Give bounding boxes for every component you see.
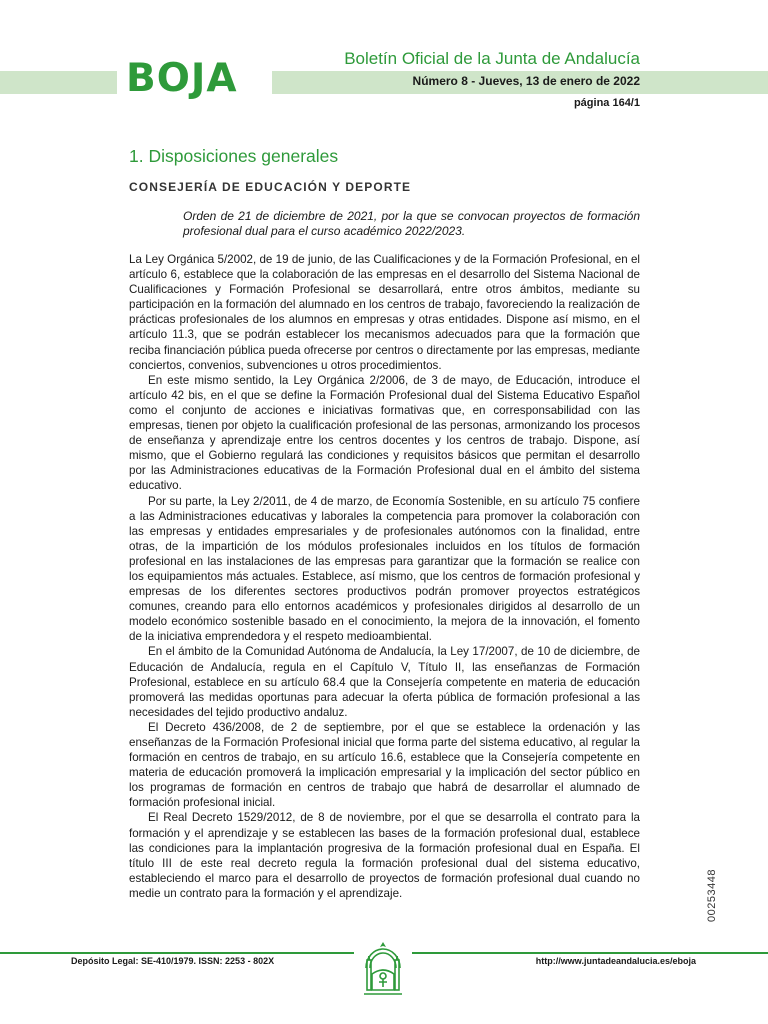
order-title: Orden de 21 de diciembre de 2021, por la que se convocan proyectos de formación profesional dual para el curso académico 2022/2023. — [183, 209, 640, 238]
issue-number-date: Número 8 - Jueves, 13 de enero de 2022 — [412, 74, 640, 88]
eboja-link[interactable]: http://www.juntadeandalucia.es/eboja — [535, 956, 696, 966]
document-code: 00253448 — [706, 869, 718, 922]
paragraph: La Ley Orgánica 5/2002, de 19 de junio, de las Cualificaciones y de la Formación Profesional, en el artículo 6, establece que la colaboración de las empresas en el desarrollo del Sistema Nacional de Cualificaciones y Formación Profesional se desarrollará, entre otros ámbitos, mediante su participación en la formación del alumnado en los centros de trabajo, favoreciendo la realización de prácticas profesionales de los alumnos en empresas y otras entidades. Dispone así mismo, en el artículo 11.3, que se podrán establecer los mecanismos adecuados para que la formación que reciba financiación pública pueda ofrecerse por centros o directamente por las empresas, mediante conciertos, convenios, subvenciones u otros procedimientos. — [129, 253, 640, 372]
page-number: página 164/1 — [573, 97, 640, 109]
boja-logo: BOJA — [126, 56, 238, 101]
andalucia-coat-of-arms-icon — [358, 938, 408, 998]
paragraph: El Real Decreto 1529/2012, de 8 de noviembre, por el que se desarrolla el contrato para la formación y el aprendizaje y se establecen las bases de la formación profesional dual, establece las condiciones para la implantación progresiva de la formación profesional dual en España. El título III de este real decreto regula la formación profesional dual del sistema educativo, estableciendo el marco para el desarrollo de proyectos de formación profesional dual cuando no medie un contrato para la formación y el aprendizaje. — [129, 811, 640, 900]
paragraph: Por su parte, la Ley 2/2011, de 4 de marzo, de Economía Sostenible, en su artículo 75 confiere a las Administraciones educativas y laborales la competencia para promover la colaboración con las empresas y entidades empresariales y de profesionales autónomos con la finalidad, entre otras, de la impartición de los módulos profesionales incluidos en los títulos de formación profesional en las instalaciones de las empresas para garantizar que la formación se realice con los equipamientos más actuales. Establece, así mismo, que los centros de formación profesional y empresas de los diferentes sectores productivos podrán promover proyectos estratégicos comunes, creando para ello entornos académicos y profesionales dirigidos al desarrollo de un modelo económico sostenible basado en el conocimiento, la mejora de la innovación, el fomento de la iniciativa emprendedora y el respeto medioambiental. — [129, 494, 640, 644]
legal-deposit: Depósito Legal: SE-410/1979. ISSN: 2253 - 802X — [71, 956, 275, 966]
paragraph: En el ámbito de la Comunidad Autónoma de Andalucía, la Ley 17/2007, de 10 de diciembre, de Educación de Andalucía, regula en el Capítulo V, Título II, las enseñanzas de Formación Profesional, establece en su artículo 68.4 que la Consejería competente en materia de educación promoverá las medidas oportunas para adecuar la oferta pública de formación profesional a las necesidades del tejido productivo andaluz. — [129, 645, 640, 719]
ministry-heading: CONSEJERÍA DE EDUCACIÓN Y DEPORTE — [129, 180, 412, 194]
bulletin-title: Boletín Oficial de la Junta de Andalucía — [344, 49, 640, 68]
paragraph: En este mismo sentido, la Ley Orgánica 2/2006, de 3 de mayo, de Educación, introduce el artículo 42 bis, en el que se define la Formación Profesional dual del Sistema Educativo Español como el conjunto de acciones e iniciativas formativas que, en corresponsabilidad con las empresas, tienen por objeto la cualificación profesional de las personas, armonizando los procesos de enseñanza y aprendizaje entre los centros docentes y los centros de trabajo. Dispone, así mismo, que el Gobierno regulará las condiciones y requisitos básicos que permitan el desarrollo por las Administraciones educativas de la Formación Profesional dual en el ámbito del sistema educativo. — [129, 373, 640, 493]
section-title: 1. Disposiciones generales — [129, 146, 339, 166]
document-body — [129, 252, 640, 901]
header-band — [0, 71, 768, 94]
paragraph: El Decreto 436/2008, de 2 de septiembre, por el que se establece la ordenación y las enseñanzas de la Formación Profesional inicial que forma parte del sistema educativo, al regular la formación en centros de trabajo, en su artículo 16.6, establece que la Consejería competente en materia de educación promoverá la implicación empresarial y la implicación del sector público en los programas de formación en centros de trabajo que habrá de desarrollar el alumnado de formación profesional inicial. — [129, 720, 640, 810]
